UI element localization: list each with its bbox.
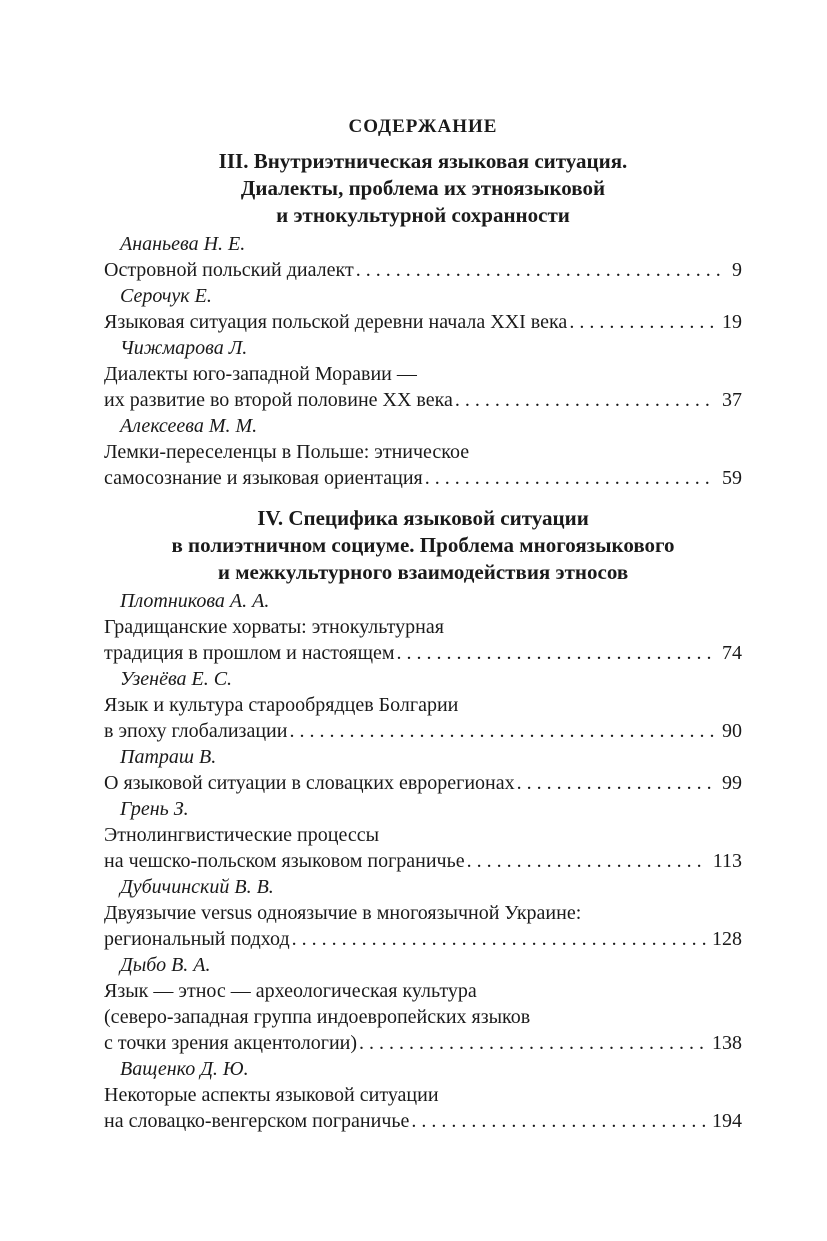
dot-leader <box>292 926 706 952</box>
entry-title-line <box>104 1082 742 1108</box>
entry-title-text: Островной польский диалект <box>104 259 354 281</box>
toc-entry[interactable] <box>104 666 742 744</box>
entry-author: Ващенко Д. Ю. <box>120 1058 249 1080</box>
toc-section <box>104 505 742 1134</box>
page-number: 37 <box>722 389 742 411</box>
toc-entry[interactable] <box>104 335 742 413</box>
dot-leader <box>517 770 716 796</box>
entry-author: Алексеева М. М. <box>120 415 258 437</box>
page-number: 90 <box>722 720 742 742</box>
dot-leader <box>289 718 716 744</box>
entry-title-line <box>104 900 742 926</box>
entry-title-line <box>104 439 742 465</box>
dot-leader <box>397 640 716 666</box>
entry-title-line <box>104 848 742 874</box>
entry-title-line <box>104 361 742 387</box>
toc-page <box>104 112 742 1134</box>
toc-entry[interactable] <box>104 231 742 283</box>
entry-title-text: региональный подход <box>104 928 290 950</box>
page-number: 99 <box>722 772 742 794</box>
entry-title-text: на чешско-польском языковом пограничье <box>104 850 465 872</box>
entry-title-line <box>104 770 742 796</box>
dot-leader <box>356 257 726 283</box>
page-number: 9 <box>732 259 742 281</box>
page-number: 74 <box>722 642 742 664</box>
toc-entry[interactable] <box>104 796 742 874</box>
toc-entry[interactable] <box>104 413 742 491</box>
entry-author: Серочук Е. <box>120 285 212 307</box>
page-number: 128 <box>712 928 742 950</box>
page-number: 113 <box>712 850 742 872</box>
entry-author: Патраш В. <box>120 746 217 768</box>
dot-leader <box>569 309 716 335</box>
page-number: 19 <box>722 311 742 333</box>
entry-title-line <box>104 1030 742 1056</box>
entry-title-text: Язык и культура старообрядцев Болгарии <box>104 694 459 716</box>
entry-title-text: (северо-западная группа индоевропейских языков <box>104 1006 531 1028</box>
entry-title-line <box>104 692 742 718</box>
toc-section <box>104 148 742 491</box>
page-number: 194 <box>712 1110 742 1132</box>
toc-title: СОДЕРЖАНИЕ <box>348 116 498 137</box>
entry-title-text: Диалекты юго-западной Моравии — <box>104 363 417 385</box>
entry-title-text: Двуязычие versus одноязычие в многоязычной Украине: <box>104 902 582 924</box>
entry-title-line <box>104 387 742 413</box>
entry-title-text: О языковой ситуации в словацких еврорегионах <box>104 772 515 794</box>
section-heading-line: Диалекты, проблема их этноязыковой <box>240 176 606 200</box>
page-number: 138 <box>712 1032 742 1054</box>
toc-entry[interactable] <box>104 283 742 335</box>
entry-author: Узенёва Е. С. <box>120 668 233 690</box>
entry-title-line <box>104 309 742 335</box>
entry-title-line <box>104 1004 742 1030</box>
entry-title-text: самосознание и языковая ориентация <box>104 467 423 489</box>
dot-leader <box>467 848 707 874</box>
section-heading-line: в полиэтничном социуме. Проблема многоязыкового <box>171 533 675 557</box>
section-heading-line: и этнокультурной сохранности <box>276 203 570 227</box>
entry-author: Грень З. <box>120 798 189 820</box>
toc-entry[interactable] <box>104 952 742 1056</box>
entry-author: Ананьева Н. Е. <box>120 233 246 255</box>
toc-entry[interactable] <box>104 744 742 796</box>
entry-title-text: их развитие во второй половине XX века <box>104 389 453 411</box>
section-heading <box>104 148 742 229</box>
entry-title-text: Языковая ситуация польской деревни начала XXI века <box>104 311 568 333</box>
toc-sections <box>104 148 742 1134</box>
dot-leader <box>411 1108 706 1134</box>
entry-title-text: Лемки-переселенцы в Польше: этническое <box>104 441 470 463</box>
entry-title-text: Этнолингвистические процессы <box>104 824 380 846</box>
entry-title-text: Некоторые аспекты языковой ситуации <box>104 1084 439 1106</box>
dot-leader <box>455 387 716 413</box>
section-heading-line: III. Внутриэтническая языковая ситуация. <box>218 149 628 173</box>
entry-title-text: традиция в прошлом и настоящем <box>104 642 395 664</box>
entry-title-line <box>104 822 742 848</box>
entry-title-text: Градищанские хорваты: этнокультурная <box>104 616 444 638</box>
entry-title-line <box>104 1108 742 1134</box>
entry-title-text: на словацко-венгерском пограничье <box>104 1110 410 1132</box>
dot-leader <box>359 1030 706 1056</box>
entry-title-line <box>104 640 742 666</box>
toc-entry[interactable] <box>104 588 742 666</box>
section-heading <box>104 505 742 586</box>
entry-title-line <box>104 257 742 283</box>
dot-leader <box>425 465 716 491</box>
entry-title-line <box>104 465 742 491</box>
entry-title-line <box>104 718 742 744</box>
page-number: 59 <box>722 467 742 489</box>
entry-author: Дубичинский В. В. <box>120 876 274 898</box>
entry-title-line <box>104 926 742 952</box>
entry-title-line <box>104 614 742 640</box>
entry-author: Чижмарова Л. <box>120 337 248 359</box>
entry-title-line <box>104 978 742 1004</box>
entry-author: Дыбо В. А. <box>120 954 211 976</box>
entry-author: Плотникова А. А. <box>120 590 270 612</box>
toc-entry[interactable] <box>104 1056 742 1134</box>
section-heading-line: и межкультурного взаимодействия этносов <box>217 560 629 584</box>
section-heading-line: IV. Специфика языковой ситуации <box>257 506 589 530</box>
entry-title-text: в эпоху глобализации <box>104 720 288 742</box>
toc-entry[interactable] <box>104 874 742 952</box>
entry-title-text: Язык — этнос — археологическая культура <box>104 980 477 1002</box>
entry-title-text: с точки зрения акцентологии) <box>104 1032 358 1054</box>
